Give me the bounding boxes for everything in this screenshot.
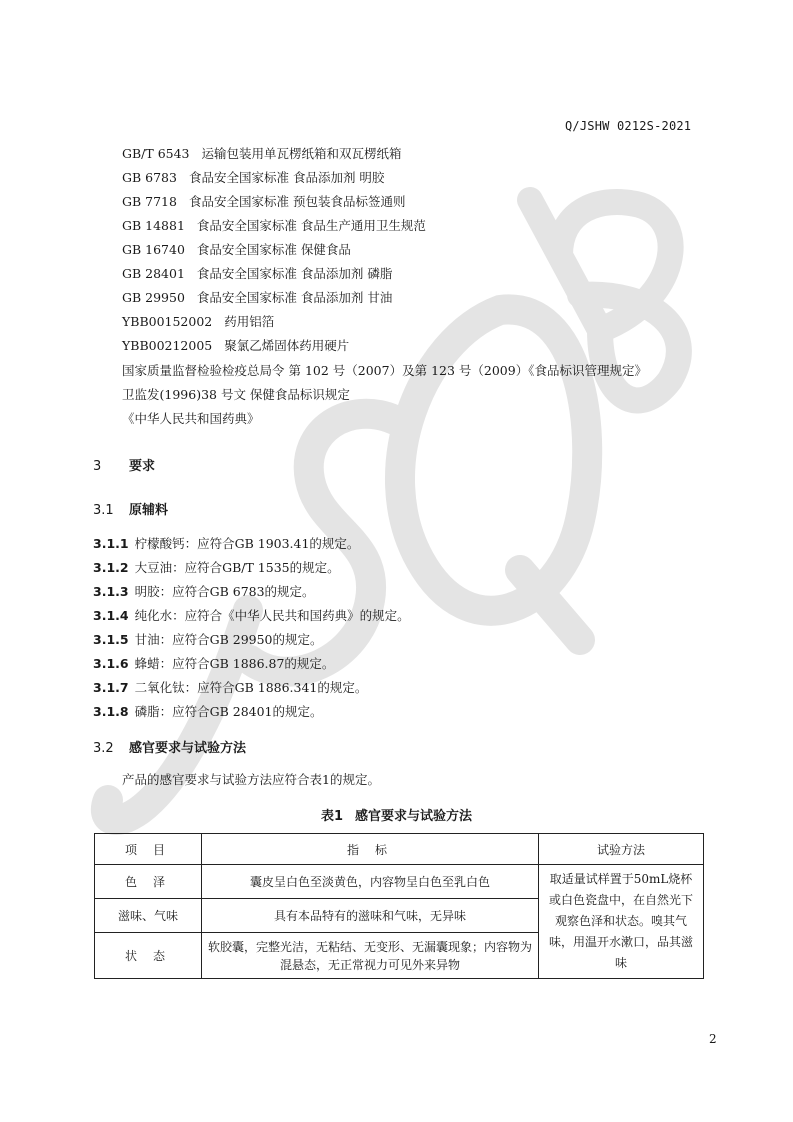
reference-title: 聚氯乙烯固体药用硬片 xyxy=(224,338,350,353)
page-number: 2 xyxy=(709,1032,717,1046)
reference-code: GB 28401 xyxy=(122,266,185,281)
subsection-number: 3.1 xyxy=(93,503,114,518)
test-method: 取适量试样置于50mL烧杯或白色瓷盘中，在自然光下观察色泽和状态。嗅其气味，用温开水漱口，品其滋味 xyxy=(539,865,704,979)
item-number: 3.1.7 xyxy=(93,680,129,695)
reference-title: 食品安全国家标准 预包装食品标签通则 xyxy=(188,194,406,209)
requirement-item xyxy=(93,582,315,600)
reference-code: GB 6783 xyxy=(122,170,177,185)
reference-code: GB 16740 xyxy=(122,242,185,257)
requirement-item xyxy=(93,606,410,624)
section-title: 要求 xyxy=(129,459,156,474)
reference-code: GB/T 6543 xyxy=(122,146,190,161)
section-heading xyxy=(93,455,155,474)
reference-item xyxy=(122,144,402,162)
requirement-item xyxy=(93,654,334,672)
item-number: 3.1.2 xyxy=(93,560,129,575)
requirement-item xyxy=(93,630,323,648)
item-number: 3.1.3 xyxy=(93,584,129,599)
reference-code: GB 14881 xyxy=(122,218,185,233)
item-text: 柠檬酸钙：应符合GB 1903.41的规定。 xyxy=(134,536,360,551)
reference-title: 食品安全国家标准 食品生产通用卫生规范 xyxy=(196,218,426,233)
reference-item xyxy=(122,240,351,258)
header-spec: 指标 xyxy=(202,834,539,865)
document-code: Q/JSHW 0212S-2021 xyxy=(565,119,692,133)
reference-plain: 国家质量监督检验检疫总局令 第 102 号（2007）及第 123 号（2009）《食品标识管理规定》 xyxy=(122,363,647,378)
item-number: 3.1.5 xyxy=(93,632,129,647)
item-text: 磷脂：应符合GB 28401的规定。 xyxy=(134,704,323,719)
table-caption-title: 感官要求与试验方法 xyxy=(355,809,473,824)
reference-title: 运输包装用单瓦楞纸箱和双瓦楞纸箱 xyxy=(201,146,402,161)
subsection-number: 3.2 xyxy=(93,741,114,756)
subsection-title: 感官要求与试验方法 xyxy=(129,741,247,756)
row-item: 色泽 xyxy=(95,865,202,899)
table-caption xyxy=(0,805,793,824)
reference-title: 食品安全国家标准 食品添加剂 明胶 xyxy=(188,170,385,185)
reference-item xyxy=(122,336,349,354)
subsection-title: 原辅料 xyxy=(129,503,169,518)
requirement-item xyxy=(93,534,359,552)
subsection-heading xyxy=(93,499,168,518)
reference-plain: 《中华人民共和国药典》 xyxy=(122,411,260,426)
row-spec: 具有本品特有的滋味和气味，无异味 xyxy=(202,899,539,933)
item-text: 二氧化钛：应符合GB 1886.341的规定。 xyxy=(134,680,368,695)
header-method: 试验方法 xyxy=(539,834,704,865)
item-number: 3.1.8 xyxy=(93,704,129,719)
reference-code: GB 29950 xyxy=(122,290,185,305)
reference-code: YBB00152002 xyxy=(122,314,213,329)
row-item: 状态 xyxy=(95,933,202,979)
requirement-item xyxy=(93,678,367,696)
header-item: 项目 xyxy=(95,834,202,865)
reference-item xyxy=(122,312,274,330)
item-text: 明胶：应符合GB 6783的规定。 xyxy=(134,584,315,599)
table-row xyxy=(95,865,704,899)
reference-title: 食品安全国家标准 保健食品 xyxy=(196,242,351,257)
requirement-item xyxy=(93,702,323,720)
watermark-letter-q xyxy=(400,309,587,640)
row-spec: 囊皮呈白色至淡黄色，内容物呈白色至乳白色 xyxy=(202,865,539,899)
reference-title: 药用铝箔 xyxy=(224,314,275,329)
reference-item xyxy=(122,216,426,234)
reference-title: 食品安全国家标准 食品添加剂 磷脂 xyxy=(196,266,393,281)
item-number: 3.1.1 xyxy=(93,536,129,551)
reference-code: GB 7718 xyxy=(122,194,177,209)
reference-item xyxy=(122,192,405,210)
sensory-table xyxy=(94,833,704,979)
table-header-row xyxy=(95,834,704,865)
requirement-item xyxy=(93,558,340,576)
reference-title: 食品安全国家标准 食品添加剂 甘油 xyxy=(196,290,393,305)
section-number: 3 xyxy=(93,459,102,474)
reference-item xyxy=(122,168,384,186)
body-paragraph: 产品的感官要求与试验方法应符合表1的规定。 xyxy=(122,772,380,787)
row-item: 滋味、气味 xyxy=(95,899,202,933)
subsection-heading xyxy=(93,737,246,756)
reference-code: YBB00212005 xyxy=(122,338,213,353)
item-text: 大豆油：应符合GB/T 1535的规定。 xyxy=(134,560,340,575)
item-text: 甘油：应符合GB 29950的规定。 xyxy=(134,632,323,647)
reference-item xyxy=(122,264,392,282)
reference-item xyxy=(122,288,392,306)
table-caption-number: 表1 xyxy=(320,809,344,824)
row-spec: 软胶囊，完整光洁，无粘结、无变形、无漏囊现象；内容物为混悬态，无正常视力可见外来异物 xyxy=(202,933,539,979)
item-number: 3.1.4 xyxy=(93,608,129,623)
item-text: 纯化水：应符合《中华人民共和国药典》的规定。 xyxy=(134,608,410,623)
item-number: 3.1.6 xyxy=(93,656,129,671)
reference-plain: 卫监发(1996)38 号文 保健食品标识规定 xyxy=(122,387,350,402)
item-text: 蜂蜡：应符合GB 1886.87的规定。 xyxy=(134,656,335,671)
